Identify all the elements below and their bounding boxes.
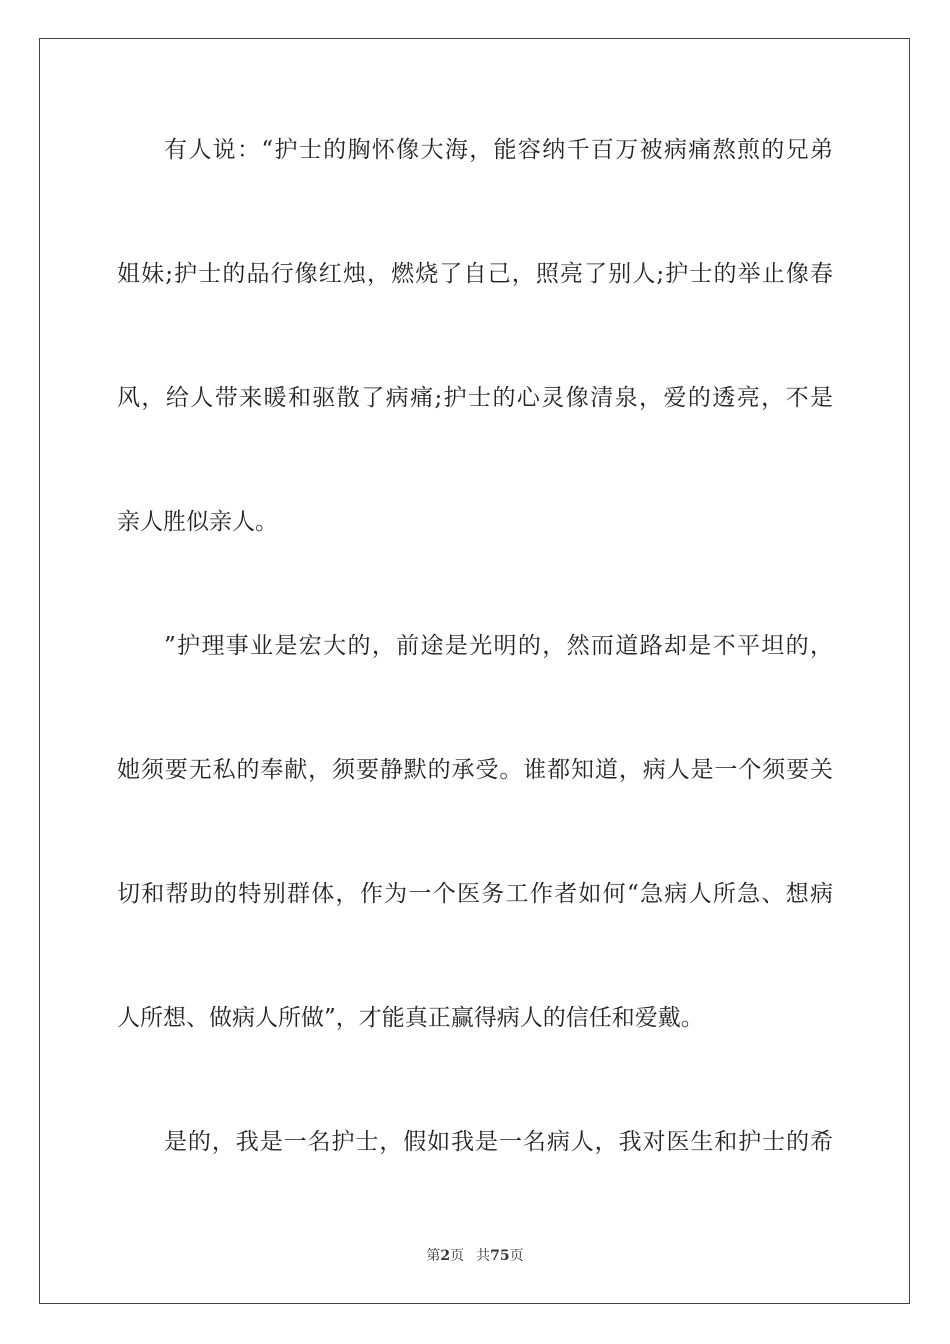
text-line: 有人说：“护士的胸怀像大海，能容纳千百万被病痛熬煎的兄弟 <box>164 137 833 163</box>
text-line: 人所想、做病人所做”，才能真正赢得病人的信任和爱戴。 <box>117 1005 704 1031</box>
total-pages: 75 <box>490 1248 510 1264</box>
text-line: 切和帮助的特别群体，作为一个医务工作者如何“急病人所急、想病 <box>117 881 833 907</box>
text-line: ”护理事业是宏大的，前途是光明的，然而道路却是不平坦的， <box>164 633 833 659</box>
text-line: 姐妹;护士的品行像红烛，燃烧了自己，照亮了别人;护士的举止像春 <box>117 261 833 287</box>
text-line: 她须要无私的奉献，须要静默的承受。谁都知道，病人是一个须要关 <box>117 757 833 783</box>
page-footer <box>0 1247 950 1265</box>
page-label-suffix: 页 <box>450 1248 465 1264</box>
page-number: 2 <box>440 1248 451 1264</box>
page-label-prefix: 第 <box>426 1248 441 1264</box>
text-line: 亲人胜似亲人。 <box>117 509 278 535</box>
text-line: 是的，我是一名护士，假如我是一名病人，我对医生和护士的希 <box>164 1129 833 1155</box>
page-border <box>39 38 910 1304</box>
total-label-prefix: 共 <box>476 1248 491 1264</box>
total-label-suffix: 页 <box>509 1248 524 1264</box>
text-line: 风，给人带来暖和驱散了病痛;护士的心灵像清泉，爱的透亮，不是 <box>117 385 833 411</box>
